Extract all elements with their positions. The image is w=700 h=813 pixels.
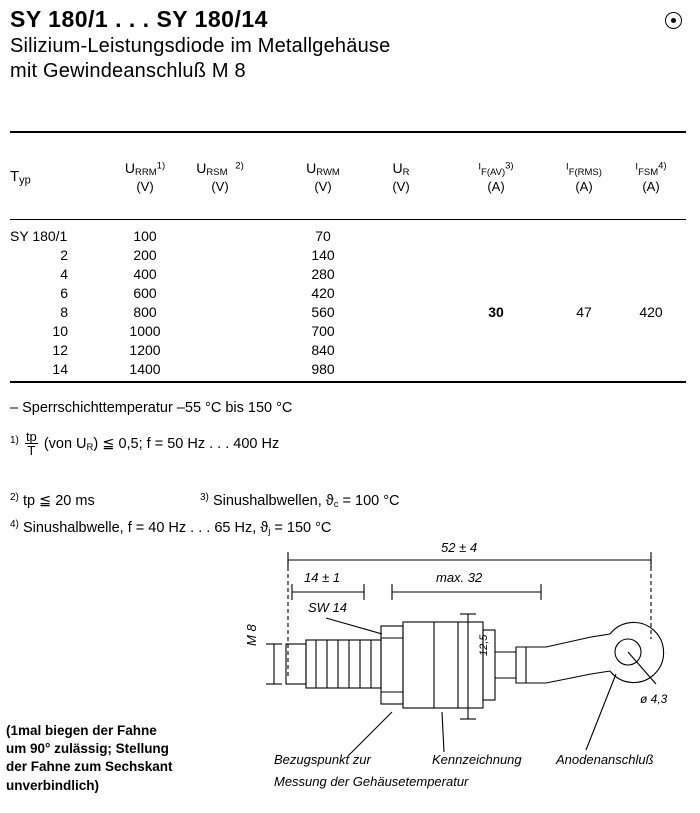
table-row — [10, 304, 686, 323]
note-1-numerator: tp — [25, 428, 37, 444]
dim-thread-length: 14 ± 1 — [304, 570, 341, 585]
note-2 — [10, 490, 95, 513]
divider-top — [10, 131, 686, 133]
table-body — [10, 228, 686, 380]
note-1-marker: 1) — [10, 434, 19, 446]
cell-urrm: 600 — [133, 285, 157, 301]
page-title: SY 180/1 . . . SY 180/14 — [10, 6, 268, 32]
note-2-text: tp ≦ 20 ms — [22, 493, 95, 509]
technical-drawing — [196, 534, 696, 808]
label-bezugspunkt-line2: Messung der Gehäusetemperatur — [274, 774, 469, 789]
footnotes — [10, 398, 686, 538]
cell-typ: 8 — [60, 304, 68, 320]
cell-urrm: 1200 — [129, 342, 161, 358]
column-header-if-av: $^I_{F(AV)}^{3)}$ (A) — [478, 160, 514, 194]
cell-typ: 2 — [60, 247, 68, 263]
bending-note-line1: (1mal biegen der Fahne — [6, 723, 157, 738]
page-subtitle-line1: Silizium-Leistungsdiode im Metallgehäuse — [10, 35, 391, 58]
cell-typ: 4 — [60, 266, 68, 282]
label-bezugspunkt-line1: Bezugspunkt zur — [274, 752, 371, 767]
table-row — [10, 323, 686, 342]
cell-urwm: 980 — [311, 361, 335, 377]
cell-urwm: 560 — [311, 304, 335, 320]
column-header-urwm: $U_{RWM}$ (V) — [306, 160, 340, 194]
note-4-text-a: Sinushalbwelle, f = 40 Hz . . . 65 Hz, — [22, 520, 257, 536]
cell-urrm: 200 — [133, 247, 157, 263]
bending-note-line3: der Fahne zum Sechskant — [6, 759, 173, 775]
table-row — [10, 247, 686, 266]
note-temperature: – Sperrschichttemperatur –55 °C bis 150 °C — [10, 400, 293, 416]
note-4-symbol: ϑ — [260, 520, 269, 536]
bending-note-line2: um 90° zulässig; Stellung — [6, 741, 169, 757]
note-3-marker: 3) — [200, 492, 209, 503]
column-header-ursm: $U_{RSM}$ $^{2)}$ (V) — [196, 160, 244, 194]
dim-max-length: max. 32 — [436, 570, 483, 585]
cell-if-sm: 420 — [639, 304, 663, 320]
cell-typ: 6 — [60, 285, 68, 301]
column-header-urrm: $U_{RRM}^{1)}$ (V) — [124, 160, 166, 194]
dim-sw14: SW 14 — [308, 600, 348, 615]
cell-if-av: 30 — [488, 304, 504, 320]
note-4-sub: j — [268, 526, 271, 538]
column-header-typ: $T_{yp}$ — [10, 168, 31, 187]
cell-typ: 10 — [52, 323, 68, 339]
note-2-marker: 2) — [10, 492, 19, 503]
label-kennzeichnung: Kennzeichnung — [432, 752, 522, 767]
cell-urwm: 280 — [311, 266, 335, 282]
cell-urwm: 70 — [315, 228, 331, 244]
dim-12-5: 12,5 — [478, 634, 490, 656]
note-1-fraction — [25, 430, 38, 458]
column-header-if-sm: $^I_{FSM}^{4)}$ (A) — [635, 160, 667, 194]
cell-typ: 14 — [52, 361, 68, 377]
cell-urwm: 700 — [311, 323, 335, 339]
cell-urrm: 1400 — [129, 361, 161, 377]
dim-m8: M 8 — [244, 624, 259, 646]
column-header-ur: $U_R$ (V) — [392, 160, 410, 194]
note-1-text-a: (von U — [43, 435, 87, 452]
table-row — [10, 285, 686, 304]
note-3-sub: c — [333, 499, 339, 511]
table-row — [10, 361, 686, 380]
cell-urwm: 840 — [311, 342, 335, 358]
table-row — [10, 228, 686, 247]
cell-urrm: 400 — [133, 266, 157, 282]
note-4-marker: 4) — [10, 519, 19, 530]
note-1-denominator: T — [27, 443, 36, 459]
cell-if-rms: 47 — [576, 304, 592, 320]
cell-urrm: 800 — [133, 304, 157, 320]
note-1-text-b: ) ≦ 0,5; f = 50 Hz . . . 400 Hz — [93, 435, 280, 452]
dim-hole-diameter: ø 4,3 — [640, 692, 668, 706]
dim-total-length: 52 ± 4 — [441, 540, 478, 555]
note-4-text-b: = 150 °C — [274, 520, 332, 536]
cell-urwm: 140 — [311, 247, 335, 263]
dot-in-circle-icon — [665, 12, 682, 29]
note-3-text-a: Sinushalbwellen, — [212, 493, 322, 509]
note-3 — [200, 490, 400, 513]
header-block — [10, 6, 610, 84]
cell-urwm: 420 — [311, 285, 335, 301]
label-anodenanschluss: Anodenanschluß — [556, 752, 654, 767]
note-3-symbol: ϑ — [325, 493, 334, 509]
parameter-table — [10, 138, 686, 378]
page-subtitle-line2: mit Gewindeanschluß M 8 — [10, 60, 246, 83]
column-header-if-rms: $^I_{F(RMS)}$ (A) — [566, 161, 602, 194]
note-1-sub: R — [86, 441, 94, 453]
table-row — [10, 266, 686, 285]
cell-urrm: 1000 — [129, 323, 161, 339]
cell-typ: 12 — [52, 342, 68, 358]
note-3-text-b: = 100 °C — [342, 493, 400, 509]
table-row — [10, 342, 686, 361]
cell-urrm: 100 — [133, 228, 157, 244]
divider-bottom — [10, 381, 686, 383]
bending-note-line4: unverbindlich) — [6, 777, 100, 793]
cell-typ: SY 180/1 — [10, 228, 68, 244]
note-1 — [10, 430, 686, 458]
